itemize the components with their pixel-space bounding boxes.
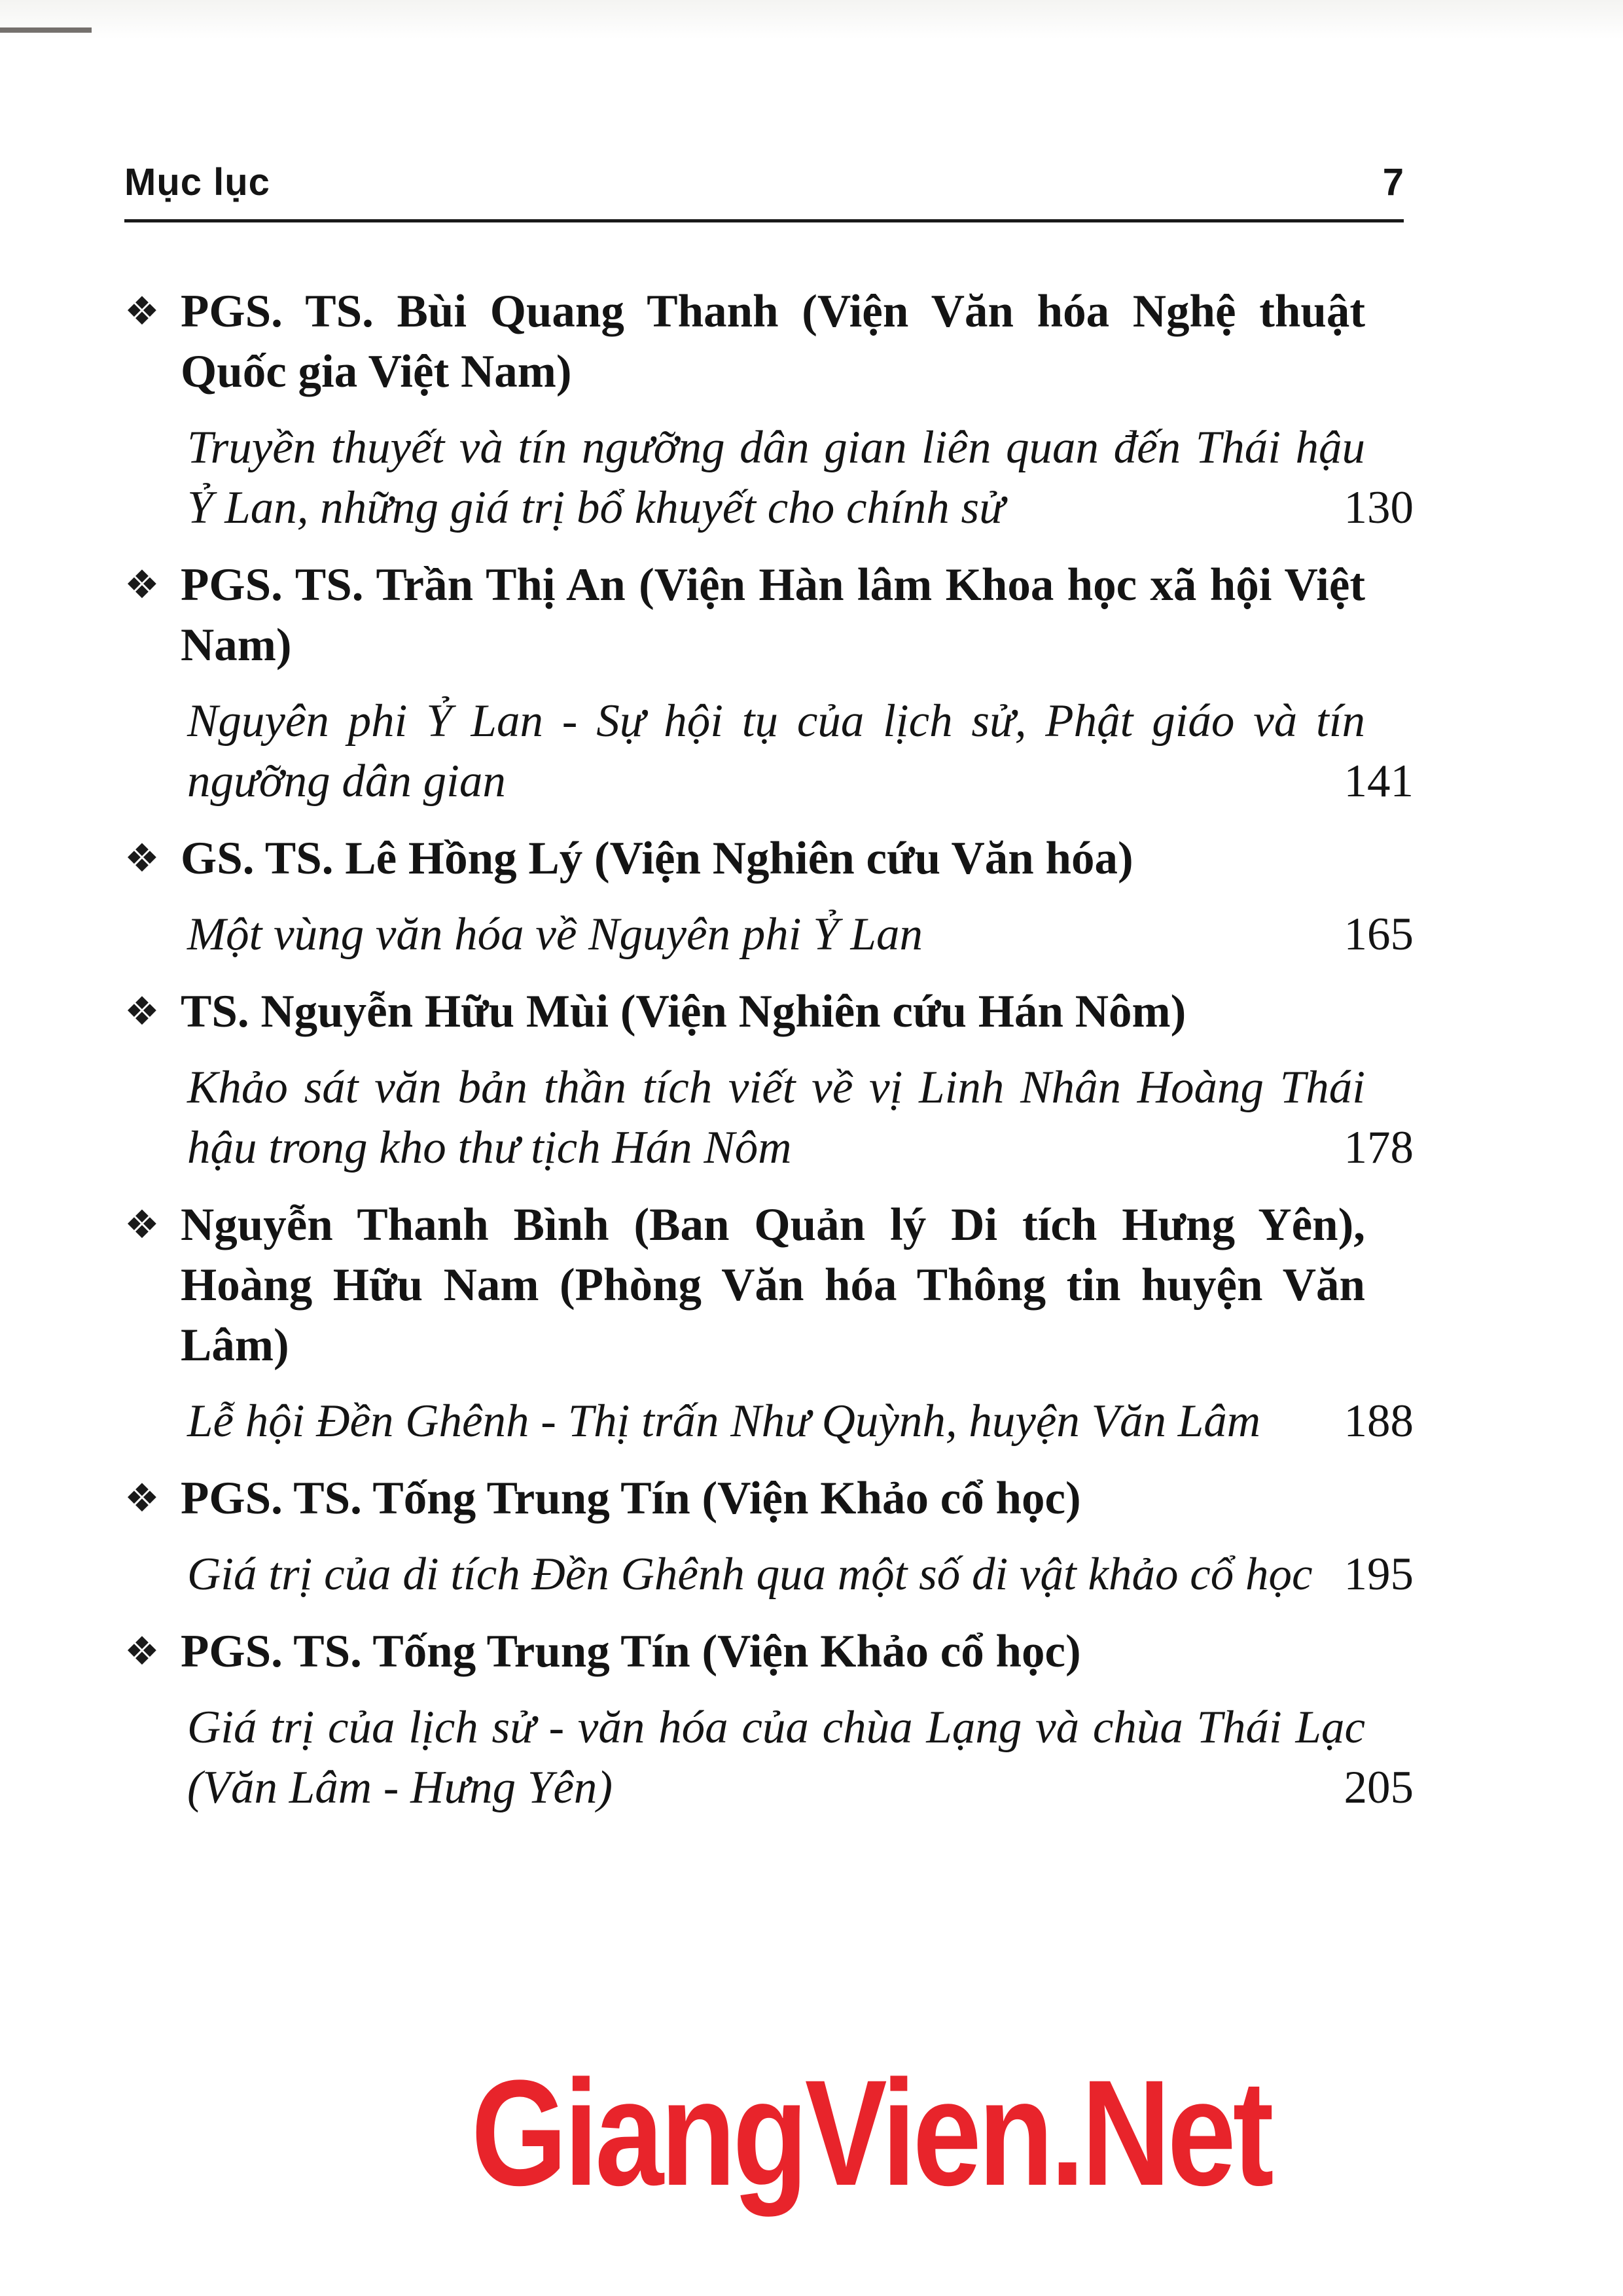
- author-row: [124, 281, 1414, 402]
- diamond-bullet-icon: ❖: [124, 836, 160, 881]
- author-row: [124, 1468, 1414, 1528]
- entry-author: TS. Nguyễn Hữu Mùi (Viện Nghiên cứu Hán Nôm): [181, 986, 1186, 1037]
- work-row: [124, 1057, 1414, 1178]
- work-row: [124, 691, 1414, 811]
- entry-title: Truyền thuyết và tín ngưỡng dân gian liên quan đến Thái hậu Ỷ Lan, những giá trị bổ khuyết cho chính sử: [187, 422, 1365, 533]
- entry-title: Nguyên phi Ỷ Lan - Sự hội tụ của lịch sử, Phật giáo và tín ngưỡng dân gian: [187, 696, 1365, 807]
- running-header: [124, 160, 1404, 222]
- table-of-contents: [124, 281, 1414, 1835]
- toc-entry: [124, 981, 1414, 1178]
- toc-entry: [124, 1621, 1414, 1818]
- author-row: [124, 555, 1414, 675]
- entry-author: PGS. TS. Tống Trung Tín (Viện Khảo cổ học): [181, 1626, 1081, 1677]
- entry-title: Lễ hội Đền Ghênh - Thị trấn Như Quỳnh, huyện Văn Lâm: [187, 1396, 1261, 1447]
- entry-page-number: 205: [1344, 1762, 1414, 1813]
- work-row: [124, 417, 1414, 538]
- author-row: [124, 981, 1414, 1042]
- diamond-bullet-icon: ❖: [124, 989, 160, 1034]
- section-title: Mục lục: [124, 161, 270, 203]
- entry-title: Một vùng văn hóa về Nguyên phi Ỷ Lan: [187, 909, 923, 960]
- entry-page-number: 165: [1344, 909, 1414, 960]
- toc-entry: [124, 1195, 1414, 1451]
- toc-entry: [124, 828, 1414, 964]
- entry-page-number: 195: [1344, 1549, 1414, 1600]
- toc-entry: [124, 555, 1414, 811]
- author-row: [124, 828, 1414, 889]
- entry-title: Giá trị của lịch sử - văn hóa của chùa Lạng và chùa Thái Lạc (Văn Lâm - Hưng Yên): [187, 1702, 1365, 1813]
- work-row: [124, 1544, 1414, 1604]
- diamond-bullet-icon: ❖: [124, 1202, 160, 1248]
- diamond-bullet-icon: ❖: [124, 1475, 160, 1521]
- entry-author: PGS. TS. Trần Thị An (Viện Hàn lâm Khoa học xã hội Việt Nam): [181, 559, 1365, 671]
- work-row: [124, 904, 1414, 964]
- entry-author: PGS. TS. Bùi Quang Thanh (Viện Văn hóa Nghệ thuật Quốc gia Việt Nam): [181, 286, 1365, 397]
- scan-edge-mark: [0, 27, 92, 33]
- header-page-number: 7: [1382, 161, 1404, 203]
- entry-page-number: 178: [1344, 1122, 1414, 1173]
- entry-title: Giá trị của di tích Đền Ghênh qua một số di vật khảo cổ học: [187, 1549, 1313, 1600]
- entry-page-number: 188: [1344, 1396, 1414, 1447]
- author-row: [124, 1195, 1414, 1375]
- work-row: [124, 1391, 1414, 1451]
- work-row: [124, 1697, 1414, 1818]
- diamond-bullet-icon: ❖: [124, 562, 160, 608]
- entry-author: GS. TS. Lê Hồng Lý (Viện Nghiên cứu Văn hóa): [181, 833, 1133, 884]
- watermark: GiangVien.Net: [471, 2049, 1271, 2217]
- toc-entry: [124, 281, 1414, 538]
- entry-author: PGS. TS. Tống Trung Tín (Viện Khảo cổ học): [181, 1473, 1081, 1524]
- author-row: [124, 1621, 1414, 1682]
- entry-author: Nguyễn Thanh Bình (Ban Quản lý Di tích Hưng Yên), Hoàng Hữu Nam (Phòng Văn hóa Thông tin huyện Văn Lâm): [181, 1199, 1365, 1371]
- entry-title: Khảo sát văn bản thần tích viết về vị Linh Nhân Hoàng Thái hậu trong kho thư tịch Hán Nôm: [187, 1062, 1365, 1173]
- diamond-bullet-icon: ❖: [124, 1629, 160, 1674]
- diamond-bullet-icon: ❖: [124, 289, 160, 334]
- toc-entry: [124, 1468, 1414, 1604]
- entry-page-number: 141: [1344, 756, 1414, 807]
- entry-page-number: 130: [1344, 482, 1414, 533]
